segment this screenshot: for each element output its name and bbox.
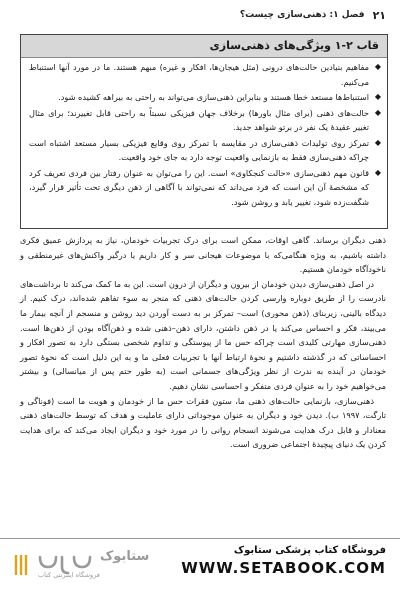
website-link[interactable]: WWW.SETABOOK.COM [181, 559, 386, 577]
list-item [29, 60, 381, 89]
footer-banner [0, 538, 400, 589]
list-item [29, 136, 381, 165]
list-item [29, 90, 381, 105]
list-item-text: حالت‌های ذهنی (برای مثال باورها) برخلاف جهان فیزیکی نسبتاً به راحتی قابل تغییرند؛ برای مثال تغییر عقیدهٔ یک نفر در برتو شواهد جدید. [29, 107, 369, 132]
footer-right [181, 545, 386, 577]
list-item-text: استنباط‌ها مستعد خطا هستند و بنابراین ذهنی‌سازی می‌تواند به راحتی به بیراهه کشیده شود. [58, 92, 369, 102]
list-item-text: مفاهیم بنیادین حالت‌های درونی (مثل هیجان‌ها، افکار و غیره) مبهم هستند. ما در مورد آنها استنباط می‌کنیم. [29, 62, 369, 87]
logo-subtitle: فروشگاه اینترنتی کتاب [38, 571, 100, 579]
diamond-bullet-icon: ◆ [374, 92, 381, 101]
logo-text: ستابوک [100, 549, 150, 564]
features-list [21, 58, 387, 209]
list-item [29, 166, 381, 210]
list-item-text: قانون مهم ذهنی‌سازی «حالت کنجکاوی» است. این را می‌توان به عنوان رفتار بین فردی تعریف کرد که مشخصهٔ آن این است که فرد می‌داند که نمی‌تواند با آگاهی از ذهن دیگری تحت تأثیر قرار گیرد، شگفت‌زده شود، تغییر یابد و روشن شود. [29, 167, 369, 207]
box-title: قاب ۲-۱ ویژگی‌های ذهنی‌سازی [21, 35, 387, 58]
diamond-bullet-icon: ◆ [374, 167, 381, 177]
diamond-bullet-icon: ◆ [374, 107, 381, 117]
list-item-text: تمرکز روی تولیدات ذهنی‌سازی در مقایسه با تمرکز روی وقایع فیزیکی بسیار مستعد اشتباه است چراکه ذهنی‌سازی فقط به بازنمایی واقعیت توجه دارد به جای خود واقعیت. [29, 137, 369, 162]
paragraph: ذهنی دیگران برساند. گاهی اوقات، ممکن است برای درک تجربیات خودمان، نیاز به پردازش عمیق فکری داشته باشیم، به ویژه هنگامی‌که با موضوعات هیجانی سر و کار داریم یا درگیر واکنش‌های غیرمنطقی و ناخودآگاه خودمان هستیم. [20, 235, 386, 275]
features-box [20, 34, 388, 229]
body-text [20, 233, 386, 452]
diamond-bullet-icon: ◆ [374, 137, 381, 147]
setabook-logo [12, 549, 162, 581]
paragraph: ذهنی‌سازی، بازنمایی حالت‌های ذهنی ما، ستون فقرات حس ما از خودمان و هویت ما است (فوناگی و تارگت، ۱۹۹۷ ب). دیدن خود و دیگران به عنوان موجوداتی دارای عاملیت و هدف که توسط حالت‌های ذهنی معنادار و قابل درک هدایت می‌شوند انسجام روانی را در مورد خود و دیگران ایجاد می‌کند که برای هدایت کردن یک دنیای پیچیدهٔ اجتماعی ضروری است. [20, 395, 386, 450]
diamond-bullet-icon: ◆ [374, 62, 381, 71]
chapter-title: فصل ۱: ذهنی‌سازی چیست؟ [239, 10, 365, 20]
shop-name: فروشگاه کتاب پزشکی ستابوک [233, 545, 386, 556]
page-header [14, 6, 386, 24]
list-item [29, 106, 381, 135]
paragraph: در اصل ذهنی‌سازی دیدن خودمان از بیرون و دیگران از درون است. این به ما کمک می‌کند تا برداشت‌های نادرست را از طریق دوباره وارسی کردن حالت‌های ذهنی که منجر به سوء تفاهم شده‌اند، درک کنیم. از دیدگاه بالینی، زیربنای (ذهن محوری) است– تمرکز بر به دست آوردن دید روشن و منسجم از آنچه بیمار ما می‌بیند، فکر و احساس می‌کند یا در ذهن داشتن، دارای ذهن–ذهنی شده و ذهن‌آگاه بودن از ذهن‌ها است. ذهنی‌سازی مهارتی کلیدی است چراکه حس ما از پیوستگی و تداوم شخصی بستگی دارد به تصور افکار و احساساتی که در گذشته داشتیم و نحوهٔ ارتباط آنها با تجربیات فعلی ما و به این دلیل است که نحوهٔ تصور خودمان در آینده به ندرت از نظر ویژگی‌های جسمانی است (به طور حتم پس از میانسالی) و بیشتر می‌خواهیم خود را به عنوان فردی متفکر و احساسی نشان دهیم. [20, 278, 386, 391]
page-number: ۲۱ [372, 8, 386, 22]
